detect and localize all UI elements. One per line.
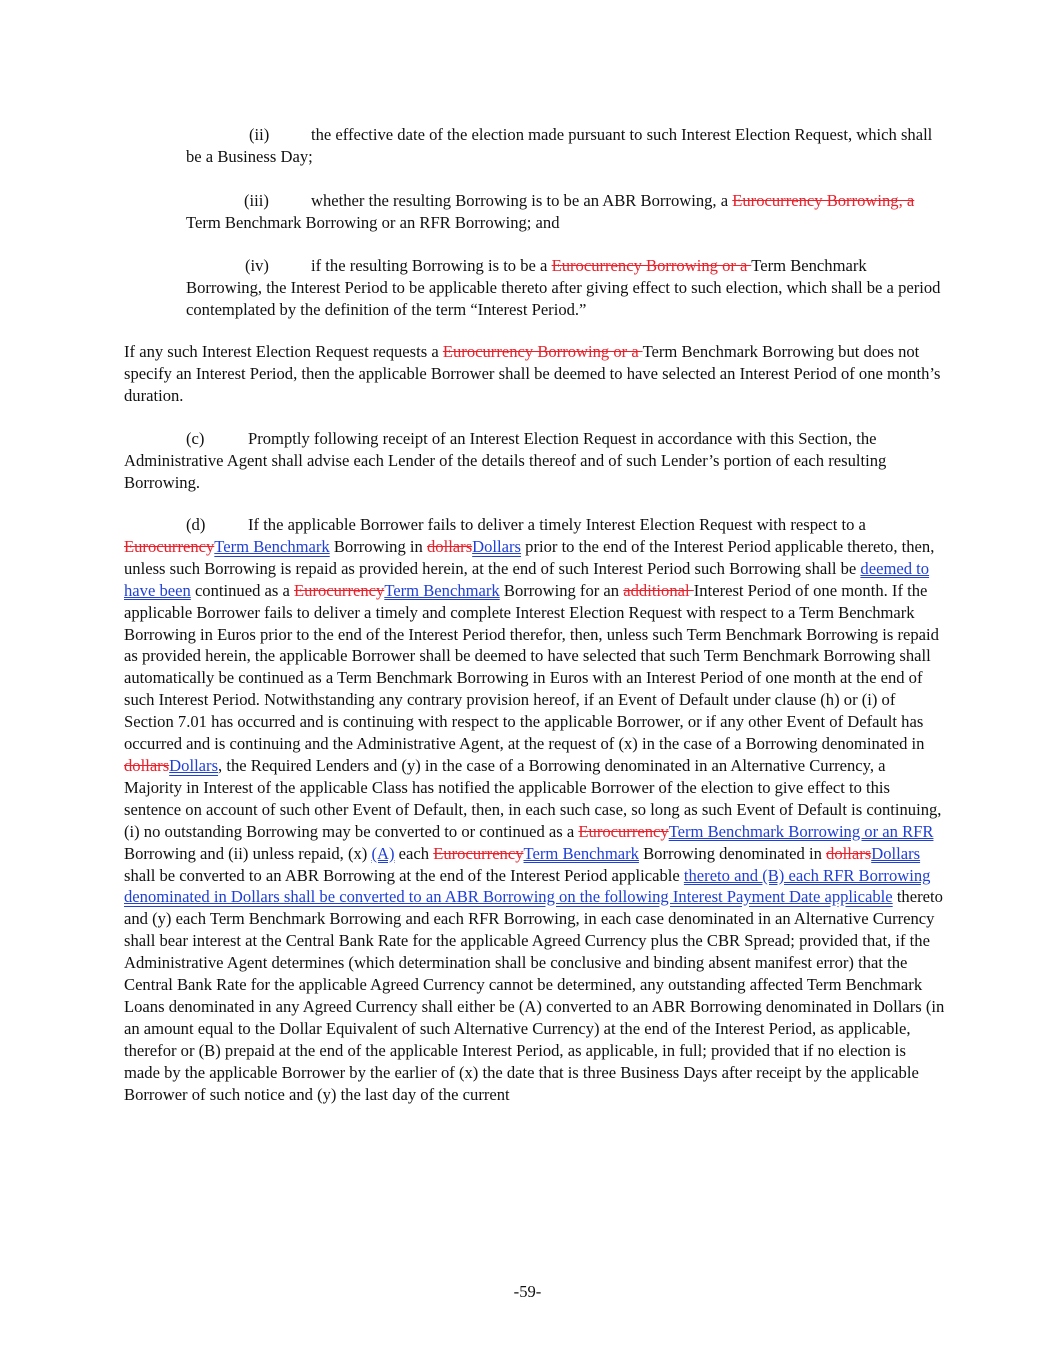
paragraph-text: prior to the end of the Interest Period applicable thereto, then, unless such Borrowing is repaid as provided herein, at the end of such Interest Period such Borrowing shall be xyxy=(124,536,935,578)
inserted-text: Term Benchmark xyxy=(523,843,639,863)
inserted-text: Term Benchmark Borrowing or an RFR xyxy=(668,821,934,841)
inserted-text: deemed to have been xyxy=(124,558,930,600)
inserted-text: (A) xyxy=(371,843,395,863)
inserted-text: Term Benchmark xyxy=(384,580,500,600)
paragraph-text: Promptly following receipt of an Interest Election Request in accordance with this Section, the Administrative Agent shall advise each Lender of the details thereof and of such Lender’s portion of each resulting Borrowing. xyxy=(124,429,887,492)
deleted-text: Eurocurrency Borrowing or a xyxy=(551,256,752,275)
page-number: -59- xyxy=(513,1282,542,1301)
deleted-text: Eurocurrency Borrowing, a xyxy=(732,191,915,210)
inserted-text: Dollars xyxy=(169,755,219,775)
clause-text: Term Benchmark Borrowing, the Interest Period to be applicable thereto after giving effect to such election, which shall be a period contemplated by the definition of the term “Interest Period.” xyxy=(186,256,941,319)
deleted-text: dollars xyxy=(426,536,473,556)
clause-number: (iv) xyxy=(245,256,269,275)
paragraph-text: thereto and (y) each Term Benchmark Borrowing and each RFR Borrowing, in each case denominated in an Alternative Currency shall bear interest at the Central Bank Rate for the applicable Agreed Currency plus the CBR Spread; provided that, if the Administrative Agent determines (which determination shall be conclusive and binding absent manifest error) that the Central Bank Rate for the applicable Agreed Currency cannot be determined, any outstanding affected Term Benchmark Loans denominated in any Agreed Currency shall either be (A) converted to an ABR Borrowing denominated in Dollars (in an amount equal to the Dollar Equivalent of such Alternative Currency) at the end of the Interest Period, as applicable, therefor or (B) prepaid at the end of the applicable Interest Period, as applicable, in full; provided that if no election is made by the applicable Borrower by the earlier of (x) the date that is three Business Days after receipt by the applicable Borrower of such notice and (y) the last day of the current xyxy=(124,887,945,1104)
paragraph-text: Borrowing for an xyxy=(499,580,624,600)
paragraph-text: If the applicable Borrower fails to deliver a timely Interest Election Request with respect to a xyxy=(248,515,866,534)
paragraph-text: continued as a xyxy=(190,580,295,600)
paragraph-text: Term Benchmark Borrowing but does not specify an Interest Period, then the applicable Borrower shall be deemed to have selected an Interest Period of one month’s duration. xyxy=(124,342,941,405)
clause-iii xyxy=(186,190,946,234)
paragraph-text: shall be converted to an ABR Borrowing at the end of the Interest Period applicable xyxy=(124,865,684,885)
paragraph-text: Interest Period of one month. If the applicable Borrower fails to deliver a timely and complete Interest Election Request with respect to a Term Benchmark Borrowing in Euros prior to the end of the Interest Period therefor, then, unless such Term Benchmark Borrowing is repaid as provided herein, the applicable Borrower shall be deemed to have selected that such Term Benchmark Borrowing shall automatically be continued as a Term Benchmark Borrowing in Euros with an Interest Period of one month at the end of such Interest Period. Notwithstanding any contrary provision hereof, if an Event of Default under clause (h) or (i) of Section 7.01 has occurred and is continuing with respect to the applicable Borrower, or if any other Event of Default has occurred and is continuing and the Administrative Agent, at the request of (x) in the case of a Borrowing denominated in xyxy=(124,580,939,754)
paragraph-text: If any such Interest Election Request requests a xyxy=(124,342,443,361)
clause-text: if the resulting Borrowing is to be a xyxy=(311,256,552,275)
paragraph-text: Borrowing in xyxy=(329,536,427,556)
paragraph-c xyxy=(124,428,946,494)
paragraph-text: Borrowing denominated in xyxy=(638,843,827,863)
clause-number: (iii) xyxy=(244,191,269,210)
deleted-text: Eurocurrency xyxy=(124,536,215,556)
paragraph-interest-period-default xyxy=(124,341,946,407)
deleted-text: dollars xyxy=(124,755,170,775)
deleted-text: additional xyxy=(623,580,694,600)
clause-number: (ii) xyxy=(249,125,270,144)
deleted-text: Eurocurrency xyxy=(578,821,669,841)
paragraph-text: each xyxy=(394,843,434,863)
clause-ii xyxy=(186,124,946,168)
clause-iv xyxy=(186,255,946,321)
paragraph-number: (c) xyxy=(186,429,205,448)
inserted-text: Dollars xyxy=(472,536,522,556)
deleted-text: Eurocurrency Borrowing or a xyxy=(442,342,643,361)
deleted-text: dollars xyxy=(826,843,872,863)
paragraph-text: Borrowing and (ii) unless repaid, (x) xyxy=(124,843,372,863)
clause-text: Term Benchmark Borrowing or an RFR Borrowing; and xyxy=(186,212,560,232)
inserted-text: Dollars xyxy=(871,843,921,863)
deleted-text: Eurocurrency xyxy=(294,580,385,600)
deleted-text: Eurocurrency xyxy=(433,843,524,863)
inserted-text: Term Benchmark xyxy=(214,536,330,556)
clause-text: whether the resulting Borrowing is to be an ABR Borrowing, a xyxy=(311,191,733,210)
paragraph-d xyxy=(124,514,946,1105)
clause-text: the effective date of the election made pursuant to such Interest Election Request, which shall be a Business Day; xyxy=(186,125,933,166)
inserted-text: thereto and (B) each RFR Borrowing denominated in Dollars shall be converted to an ABR Borrowing on the following Interest Payment Date applicable xyxy=(124,865,931,907)
paragraph-number: (d) xyxy=(186,515,206,534)
paragraph-text: , the Required Lenders and (y) in the case of a Borrowing denominated in an Alternative Currency, a Majority in Interest of the applicable Class has notified the applicable Borrower of the election to give effect to this sentence on account of such other Event of Default, then, in each such case, so long as such Event of Default is continuing, (i) no outstanding Borrowing may be converted to or continued as a xyxy=(124,755,942,841)
